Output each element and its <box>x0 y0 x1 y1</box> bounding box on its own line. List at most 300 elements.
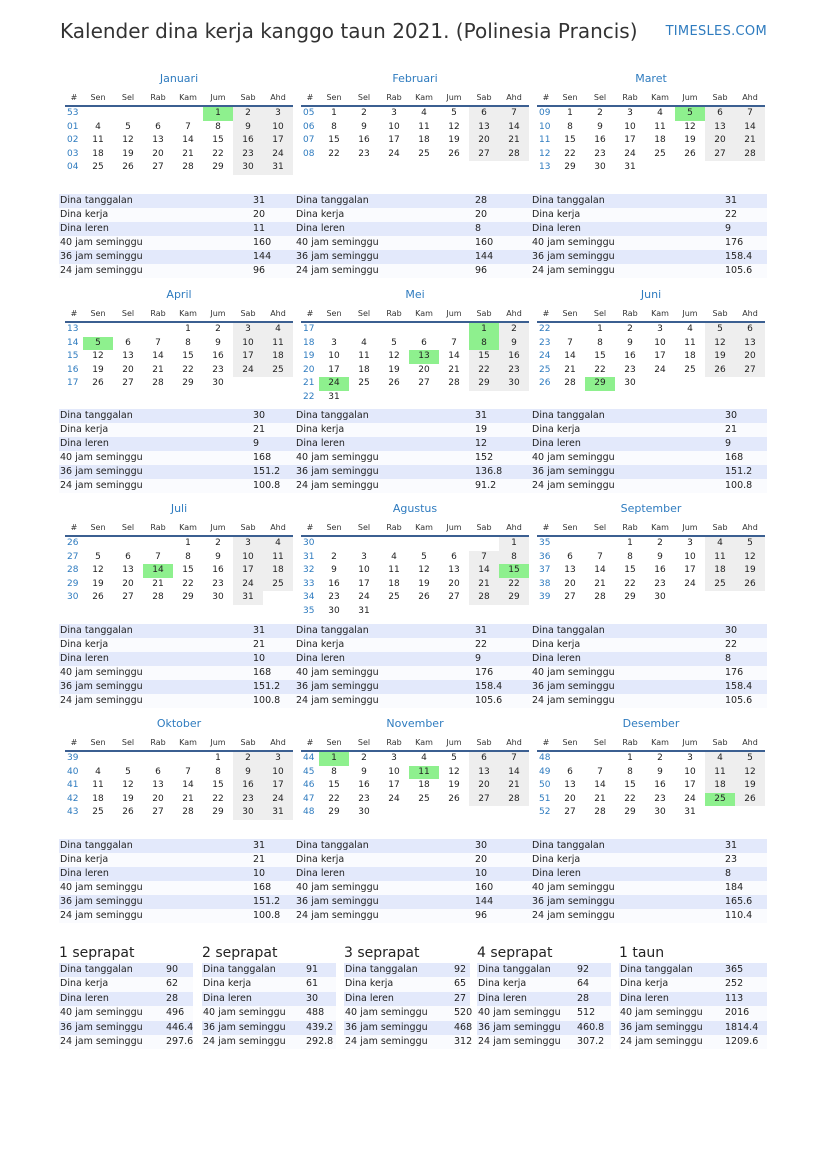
month-summary <box>531 839 767 923</box>
day-cell: 10 <box>263 766 293 780</box>
day-cell: 7 <box>499 106 529 121</box>
day-cell: 9 <box>361 121 367 132</box>
day-cell: 12 <box>735 551 765 565</box>
weekday-header: Rab <box>615 521 645 536</box>
day-cell: 26 <box>684 148 696 159</box>
empty-cell <box>735 377 765 391</box>
summary-value: 90 <box>166 963 193 977</box>
day-cell: 5 <box>421 551 427 562</box>
day-cell: 19 <box>92 578 104 589</box>
day-cell: 1 <box>331 108 337 118</box>
day-cell: 28 <box>469 591 499 605</box>
day-cell: 3 <box>627 108 633 118</box>
summary-label: Dina tanggalan <box>59 624 253 638</box>
summary-row <box>202 992 336 1006</box>
summary-row <box>59 437 295 451</box>
empty-cell <box>555 322 585 337</box>
week-number: 16 <box>67 364 79 375</box>
weekday-header: Rab <box>379 91 409 106</box>
weekday-header: # <box>65 521 83 536</box>
day-cell: 8 <box>567 121 573 132</box>
empty-cell <box>409 605 439 619</box>
summary-label: Dina kerja <box>59 638 253 652</box>
week-number: 50 <box>539 780 551 790</box>
day-cell: 21 <box>499 779 529 793</box>
day-cell: 7 <box>567 337 573 348</box>
day-cell: 22 <box>212 148 224 159</box>
weekday-header: Sen <box>319 91 349 106</box>
day-cell: 25 <box>705 793 735 807</box>
summary-label: 24 jam seminggu <box>477 1035 577 1049</box>
day-cell: 27 <box>564 592 576 602</box>
week-number: 06 <box>303 121 315 132</box>
weekday-header: Kam <box>173 736 203 751</box>
summary-row <box>344 992 470 1006</box>
day-cell: 11 <box>684 337 696 348</box>
weekday-header: Jum <box>439 736 469 751</box>
empty-cell <box>675 377 705 391</box>
summary-row <box>59 881 295 895</box>
week-number: 19 <box>303 351 315 361</box>
weekday-header: # <box>65 307 83 322</box>
week-number: 43 <box>67 807 79 817</box>
day-cell: 29 <box>624 807 636 817</box>
day-cell: 9 <box>499 337 529 351</box>
day-cell: 7 <box>155 337 161 348</box>
week-row <box>537 779 765 793</box>
day-cell: 12 <box>418 565 430 575</box>
summary-label: Dina tanggalan <box>295 839 475 853</box>
week-row <box>537 322 765 337</box>
weekday-header: Ahd <box>735 307 765 322</box>
day-cell: 17 <box>233 564 263 578</box>
day-cell: 19 <box>92 364 104 375</box>
summary-row <box>295 624 531 638</box>
month-summary <box>59 839 295 923</box>
day-cell: 29 <box>328 807 340 817</box>
day-cell: 13 <box>469 121 499 135</box>
day-cell: 21 <box>735 134 765 148</box>
month-table <box>537 307 765 391</box>
day-cell: 10 <box>654 337 666 348</box>
day-cell: 18 <box>418 780 430 790</box>
week-row <box>301 536 529 551</box>
day-cell: 26 <box>418 592 430 602</box>
week-row <box>537 161 765 175</box>
weekday-header: Sel <box>113 91 143 106</box>
day-cell: 22 <box>182 578 194 589</box>
summary-row <box>477 977 611 991</box>
day-cell: 18 <box>684 351 696 361</box>
weekday-header-row <box>537 307 765 322</box>
empty-cell <box>439 322 469 337</box>
day-cell: 17 <box>654 351 666 361</box>
weekday-header: # <box>301 307 319 322</box>
summary-label: Dina tanggalan <box>531 839 725 853</box>
day-cell: 1 <box>499 536 529 551</box>
day-cell: 12 <box>735 766 765 780</box>
day-cell: 13 <box>735 337 765 351</box>
day-cell: 24 <box>263 148 293 162</box>
day-cell: 6 <box>469 106 499 121</box>
week-number: 44 <box>303 753 315 763</box>
summary-row <box>531 839 767 853</box>
summary-row <box>295 222 531 236</box>
month-table <box>537 736 765 820</box>
day-cell: 25 <box>418 793 430 804</box>
day-cell: 12 <box>684 121 696 132</box>
summary-row <box>531 423 767 437</box>
day-cell: 31 <box>684 807 696 817</box>
summary-row <box>477 963 611 977</box>
week-number: 13 <box>67 324 79 334</box>
day-cell: 8 <box>627 766 633 777</box>
day-cell: 6 <box>125 337 131 348</box>
week-row <box>301 793 529 807</box>
weekday-header: Rab <box>379 521 409 536</box>
day-cell: 5 <box>735 536 765 551</box>
summary-label: Dina leren <box>202 992 306 1006</box>
day-cell: 24 <box>233 578 263 592</box>
week-number: 46 <box>303 780 315 790</box>
week-row <box>65 322 293 337</box>
day-cell: 24 <box>684 578 696 589</box>
day-cell: 28 <box>735 148 765 162</box>
day-cell: 25 <box>684 364 696 375</box>
day-cell: 21 <box>448 364 460 375</box>
summary-row <box>295 250 531 264</box>
week-number: 39 <box>539 592 551 602</box>
summary-label: 36 jam seminggu <box>344 1021 454 1035</box>
summary-label: 36 jam seminggu <box>59 895 253 909</box>
week-number: 03 <box>67 148 79 159</box>
day-cell: 17 <box>263 779 293 793</box>
month-name: Desember <box>622 717 680 730</box>
summary-value: 20 <box>475 853 531 867</box>
empty-cell <box>439 605 469 619</box>
day-cell: 11 <box>358 351 370 361</box>
week-number: 33 <box>303 578 315 589</box>
weekday-header-row <box>65 91 293 106</box>
day-cell: 8 <box>331 121 337 132</box>
summary-value: 168 <box>253 881 295 895</box>
day-cell: 2 <box>233 106 263 121</box>
summary-label: 36 jam seminggu <box>59 1021 166 1035</box>
summary-row <box>295 451 531 465</box>
month-name: September <box>620 502 682 515</box>
summary-label: Dina kerja <box>477 977 577 991</box>
summary-value: 23 <box>725 853 767 867</box>
day-cell: 10 <box>388 121 400 132</box>
summary-row <box>59 451 295 465</box>
weekday-header: Jum <box>675 736 705 751</box>
weekday-header: Rab <box>143 736 173 751</box>
summary-label: Dina tanggalan <box>344 963 454 977</box>
day-cell: 16 <box>233 779 263 793</box>
summary-value: 152 <box>475 451 531 465</box>
month-calendar <box>65 502 293 605</box>
month-summary <box>531 409 767 493</box>
day-cell: 2 <box>361 108 367 118</box>
weekday-header: Sab <box>469 91 499 106</box>
day-cell: 16 <box>594 135 606 145</box>
week-number: 34 <box>303 592 315 602</box>
weekday-header: Sen <box>83 307 113 322</box>
summary-value: 151.2 <box>253 680 295 694</box>
week-row <box>65 551 293 565</box>
weekday-header: Ahd <box>499 307 529 322</box>
summary-value: 61 <box>306 977 336 991</box>
summary-label: Dina tanggalan <box>59 839 253 853</box>
summary-value: 21 <box>725 423 767 437</box>
summary-row <box>59 236 295 250</box>
summary-row <box>59 194 295 208</box>
summary-value: 496 <box>166 1006 193 1020</box>
day-cell: 20 <box>418 364 430 375</box>
day-cell: 17 <box>388 135 400 145</box>
day-cell: 9 <box>331 565 337 575</box>
weekday-header: Kam <box>409 736 439 751</box>
empty-cell <box>143 106 173 121</box>
day-cell: 16 <box>499 350 529 364</box>
weekday-header: Jum <box>203 91 233 106</box>
weekday-header: # <box>65 736 83 751</box>
empty-cell <box>143 322 173 337</box>
summary-label: 24 jam seminggu <box>59 264 253 278</box>
week-row <box>301 377 529 391</box>
week-row <box>301 322 529 337</box>
summary-value: 28 <box>475 194 531 208</box>
week-number: 41 <box>67 780 79 790</box>
summary-value: 100.8 <box>253 694 295 708</box>
summary-label: 40 jam seminggu <box>295 666 475 680</box>
empty-cell <box>585 751 615 766</box>
day-cell: 30 <box>654 807 666 817</box>
week-row <box>65 591 293 605</box>
summary-row <box>344 963 470 977</box>
weekday-header: Sab <box>233 307 263 322</box>
month-summary <box>531 194 767 278</box>
summary-label: Dina tanggalan <box>202 963 306 977</box>
week-row <box>65 806 293 820</box>
weekday-header: Sel <box>349 736 379 751</box>
month-summary <box>295 409 531 493</box>
day-cell: 27 <box>705 148 735 162</box>
day-cell: 16 <box>212 565 224 575</box>
day-cell: 10 <box>328 351 340 361</box>
summary-label: 24 jam seminggu <box>295 264 475 278</box>
summary-label: 24 jam seminggu <box>531 694 725 708</box>
summary-label: 40 jam seminggu <box>344 1006 454 1020</box>
week-number: 49 <box>539 766 551 777</box>
day-cell: 3 <box>657 324 663 334</box>
summary-value: 176 <box>475 666 531 680</box>
day-cell: 13 <box>122 351 134 361</box>
week-row <box>65 536 293 551</box>
summary-label: Dina leren <box>531 867 725 881</box>
week-number: 40 <box>67 766 79 777</box>
month-name: November <box>386 717 444 730</box>
weekday-header: Ahd <box>735 521 765 536</box>
summary-row <box>295 638 531 652</box>
day-cell: 28 <box>499 793 529 807</box>
summary-value: 176 <box>725 236 767 250</box>
day-cell: 19 <box>705 350 735 364</box>
month-calendar <box>301 502 529 618</box>
day-cell: 15 <box>212 780 224 790</box>
summary-value: 28 <box>166 992 193 1006</box>
day-cell: 27 <box>469 793 499 807</box>
day-cell: 10 <box>388 766 400 777</box>
summary-value: 21 <box>253 853 295 867</box>
weekday-header: Jum <box>439 521 469 536</box>
day-cell: 22 <box>469 364 499 378</box>
day-cell: 8 <box>627 551 633 562</box>
weekday-header-row <box>301 307 529 322</box>
day-cell: 5 <box>675 106 705 121</box>
week-number: 10 <box>539 121 551 132</box>
month-calendar <box>301 288 529 404</box>
day-cell: 5 <box>125 121 131 132</box>
summary-value: 30 <box>725 409 767 423</box>
day-cell: 25 <box>92 807 104 817</box>
week-row <box>537 364 765 378</box>
day-cell: 11 <box>418 121 430 132</box>
day-cell: 2 <box>233 751 263 766</box>
summary-row <box>295 853 531 867</box>
week-number: 12 <box>539 148 551 159</box>
summary-label: 24 jam seminggu <box>295 694 475 708</box>
week-number: 05 <box>303 108 315 118</box>
day-cell: 25 <box>92 162 104 172</box>
day-cell: 15 <box>182 351 194 361</box>
week-number: 31 <box>303 551 315 562</box>
week-row <box>301 779 529 793</box>
day-cell: 14 <box>182 135 194 145</box>
summary-label: 36 jam seminggu <box>619 1021 725 1035</box>
summary-value: 105.6 <box>475 694 531 708</box>
day-cell: 18 <box>388 578 400 589</box>
weekday-header: Sel <box>349 521 379 536</box>
day-cell: 20 <box>469 779 499 793</box>
day-cell: 2 <box>499 322 529 337</box>
day-cell: 10 <box>358 565 370 575</box>
brand-link[interactable]: TIMESLES.COM <box>665 24 767 39</box>
day-cell: 24 <box>684 793 696 804</box>
week-row <box>65 148 293 162</box>
period-title: 3 seprapat <box>344 945 420 961</box>
summary-value: 21 <box>253 638 295 652</box>
weekday-header: Sen <box>83 91 113 106</box>
day-cell: 7 <box>735 106 765 121</box>
summary-label: 36 jam seminggu <box>59 250 253 264</box>
page-title: Kalender dina kerja kanggo taun 2021. (Polinesia Prancis) <box>60 19 638 43</box>
empty-cell <box>469 605 499 619</box>
summary-value: 168 <box>253 666 295 680</box>
day-cell: 5 <box>125 766 131 777</box>
summary-row <box>202 1006 336 1020</box>
day-cell: 18 <box>263 564 293 578</box>
summary-value: 64 <box>577 977 611 991</box>
weekday-header: # <box>537 736 555 751</box>
summary-value: 30 <box>306 992 336 1006</box>
day-cell: 21 <box>469 578 499 592</box>
day-cell: 10 <box>624 121 636 132</box>
empty-cell <box>379 536 409 551</box>
summary-value: 20 <box>253 208 295 222</box>
day-cell: 12 <box>92 351 104 361</box>
day-cell: 27 <box>152 807 164 817</box>
summary-value: 30 <box>253 409 295 423</box>
day-cell: 13 <box>152 135 164 145</box>
weekday-header: Sab <box>233 736 263 751</box>
week-number: 39 <box>67 753 79 763</box>
weekday-header: Kam <box>645 307 675 322</box>
summary-value: 165.6 <box>725 895 767 909</box>
weekday-header: Ahd <box>263 521 293 536</box>
summary-value: 22 <box>725 208 767 222</box>
day-cell: 15 <box>624 780 636 790</box>
summary-row <box>295 694 531 708</box>
day-cell: 4 <box>95 121 101 132</box>
weekday-header: Rab <box>379 307 409 322</box>
weekday-header: Sab <box>233 91 263 106</box>
period-summary <box>59 963 193 1049</box>
summary-value: 31 <box>725 839 767 853</box>
summary-label: 40 jam seminggu <box>202 1006 306 1020</box>
weekday-header: Rab <box>143 521 173 536</box>
day-cell: 31 <box>263 161 293 175</box>
summary-label: 40 jam seminggu <box>531 881 725 895</box>
day-cell: 16 <box>212 351 224 361</box>
day-cell: 31 <box>263 806 293 820</box>
month-calendar <box>65 288 293 391</box>
period-summary <box>202 963 336 1049</box>
day-cell: 8 <box>597 337 603 348</box>
summary-value: 158.4 <box>475 680 531 694</box>
summary-label: Dina tanggalan <box>477 963 577 977</box>
summary-value: 11 <box>253 222 295 236</box>
summary-row <box>531 666 767 680</box>
day-cell: 21 <box>594 793 606 804</box>
day-cell: 22 <box>499 578 529 592</box>
day-cell: 9 <box>627 337 633 348</box>
day-cell: 17 <box>684 780 696 790</box>
day-cell: 16 <box>654 565 666 575</box>
summary-value: 2016 <box>725 1006 767 1020</box>
summary-row <box>59 895 295 909</box>
week-row <box>537 148 765 162</box>
day-cell: 16 <box>358 780 370 790</box>
summary-value: 10 <box>475 867 531 881</box>
week-row <box>301 564 529 578</box>
day-cell: 23 <box>358 793 370 804</box>
summary-value: 1814.4 <box>725 1021 767 1035</box>
weekday-header: Sel <box>349 91 379 106</box>
summary-label: 24 jam seminggu <box>531 909 725 923</box>
summary-label: Dina kerja <box>59 853 253 867</box>
week-number: 24 <box>539 351 551 361</box>
week-number: 17 <box>67 378 79 388</box>
week-number: 21 <box>303 378 315 388</box>
weekday-header: Kam <box>173 91 203 106</box>
summary-label: Dina tanggalan <box>531 624 725 638</box>
summary-label: Dina tanggalan <box>295 624 475 638</box>
day-cell: 20 <box>564 793 576 804</box>
summary-label: Dina kerja <box>295 638 475 652</box>
week-number: 48 <box>303 807 315 817</box>
period-title: 4 seprapat <box>477 945 553 961</box>
